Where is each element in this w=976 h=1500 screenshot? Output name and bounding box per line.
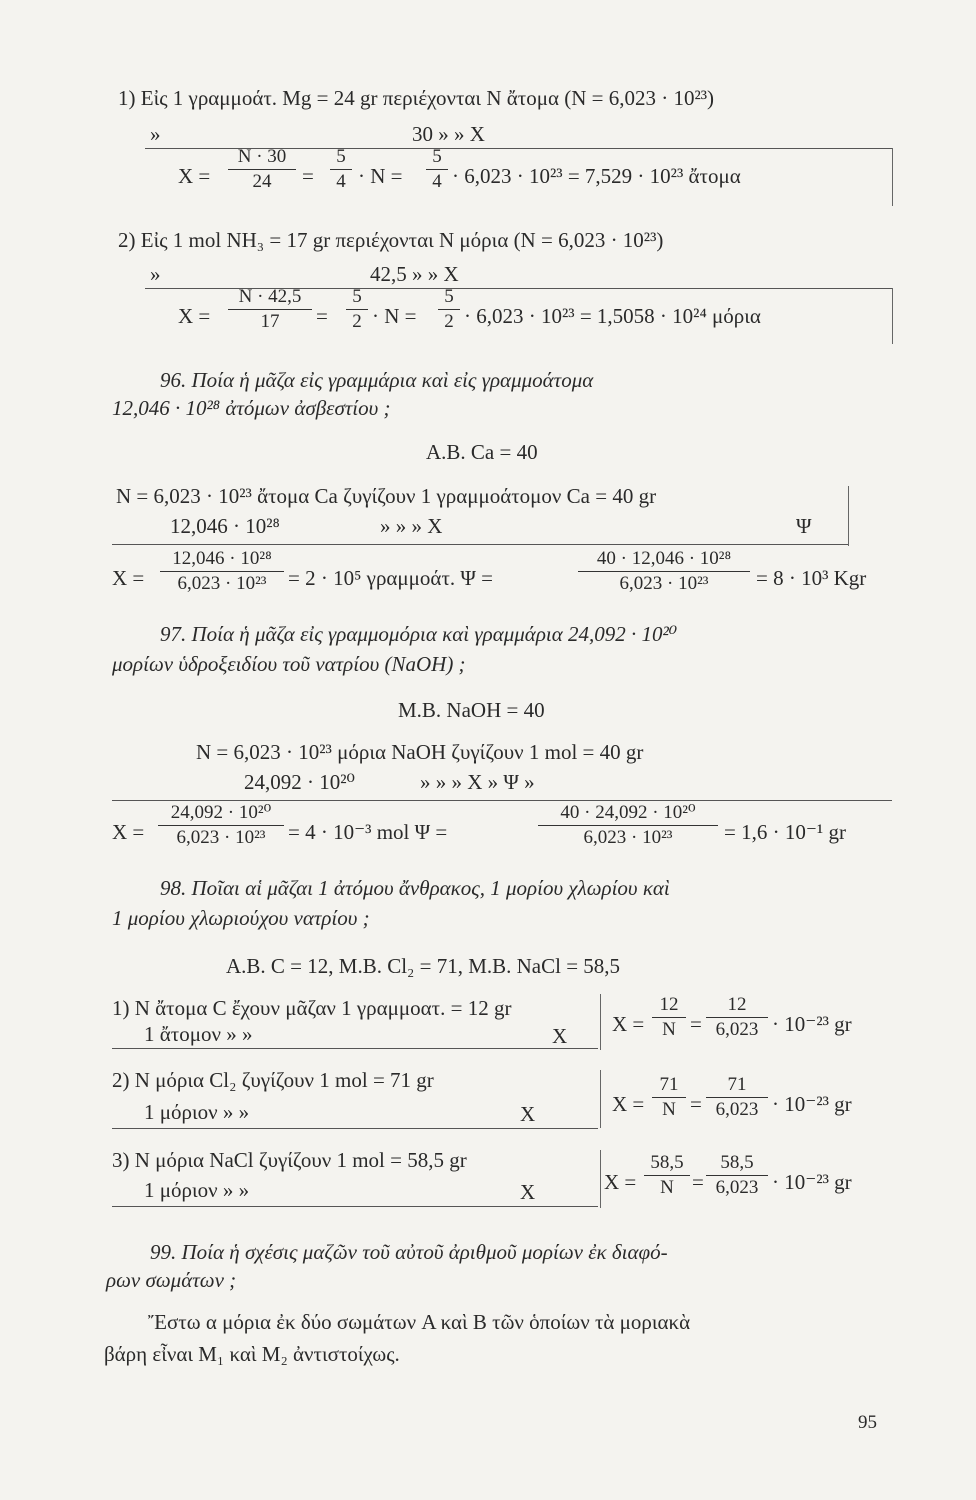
q96-eq-x: X = <box>112 566 145 590</box>
p2-frac1-den: 17 <box>260 311 280 332</box>
q98-c3-b: 1 μόριον » » <box>144 1178 250 1202</box>
q96-row2c: Ψ <box>796 514 812 538</box>
q97-frac2 <box>538 802 718 849</box>
q98-c1-frac1-num: 12 <box>659 994 679 1015</box>
q98-c2-frac1-den: N <box>662 1099 676 1120</box>
q98-c2-frac1-num: 71 <box>659 1074 679 1095</box>
p1-frac3-num: 5 <box>432 146 442 167</box>
q97-line1: 97. Ποία ἡ μᾶζα εἰς γραμμομόρια καὶ γραμμάρια 24,092 · 10²⁰ <box>160 622 678 646</box>
p2-ditto: » <box>150 262 161 286</box>
q98-c1-frac2-den: 6,023 <box>715 1019 759 1040</box>
q98-weights: A.B. C = 12, M.B. Cl₂ = 71, M.B. NaCl = 58,5 <box>226 954 621 978</box>
q99-line2: ρων σωμάτων ; <box>106 1268 237 1292</box>
p1-frac2-den: 4 <box>336 171 346 192</box>
q98-line1: 98. Ποῖαι αἱ μᾶζαι 1 ἀτόμου ἄνθρακος, 1 μορίου χλωρίου καὶ <box>160 876 670 900</box>
q98-c1-bx: X <box>552 1024 568 1048</box>
q98-c1-rule <box>112 1048 598 1049</box>
q97-row2a: 24,092 · 10²⁰ <box>244 770 355 794</box>
q98-c2-bx: X <box>520 1102 536 1126</box>
q98-c2-e: = <box>690 1092 702 1116</box>
q96-row1: N = 6,023 · 10²³ ἄτομα Ca ζυγίζουν 1 γραμμοάτομον Ca = 40 gr <box>116 484 657 508</box>
q98-c3-frac1 <box>644 1152 690 1199</box>
q96-frac1-den: 6,023 · 10²³ <box>177 573 267 594</box>
q98-c2-frac2-den: 6,023 <box>715 1099 759 1120</box>
q98-c1-frac2 <box>706 994 768 1041</box>
q98-c1-b: 1 ἄτομον » » <box>144 1022 253 1046</box>
q96-line1: 96. Ποία ἡ μᾶζα εἰς γραμμάρια καὶ εἰς γραμμοάτομα <box>160 368 594 392</box>
q98-c3-bx: X <box>520 1180 536 1204</box>
p1-eq-eq: = <box>302 164 314 188</box>
p2-frac1 <box>228 286 312 333</box>
p2-frac2-num: 5 <box>352 286 362 307</box>
p2-frac2 <box>346 286 368 333</box>
p1-eq-x: X = <box>178 164 211 188</box>
p1-frac1-den: 24 <box>252 171 272 192</box>
q96-line2: 12,046 · 10²⁸ ἀτόμων ἀσβεστίου ; <box>112 396 391 420</box>
q99-text2: βάρη εἶναι M₁ καὶ M₂ ἀντιστοίχως. <box>104 1342 400 1366</box>
q98-line2: 1 μορίου χλωριούχου νατρίου ; <box>112 906 370 930</box>
p1-frac1-num: N · 30 <box>237 146 287 167</box>
q96-row2a: 12,046 · 10²⁸ <box>170 514 280 538</box>
q96-atomic-weight: A.B. Ca = 40 <box>426 440 538 464</box>
q97-eq-tail: = 1,6 · 10⁻¹ gr <box>724 820 846 844</box>
p1-frac2 <box>330 146 352 193</box>
p1-frac3 <box>426 146 448 193</box>
q98-c2-frac1 <box>652 1074 686 1121</box>
page-number: 95 <box>858 1412 877 1433</box>
q96-frac1 <box>160 548 284 595</box>
q98-c1-a: 1) N ἄτομα C ἔχουν μᾶζαν 1 γραμμοατ. = 12 gr <box>112 996 512 1020</box>
q98-c3-frac2-den: 6,023 <box>715 1177 759 1198</box>
q97-rule <box>112 800 892 801</box>
q97-eq-x: X = <box>112 820 145 844</box>
q98-c3-rule <box>112 1206 598 1207</box>
q98-c1-frac2-num: 12 <box>727 994 747 1015</box>
q98-c2-frac2-num: 71 <box>727 1074 747 1095</box>
q98-c2-tail: · 10⁻²³ gr <box>772 1092 852 1116</box>
q98-c3-frac2-num: 58,5 <box>720 1152 754 1173</box>
q96-vrule <box>848 486 849 546</box>
p1-line1: 1) Εἰς 1 γραμμοάτ. Mg = 24 gr περιέχονται N ἄτομα (N = 6,023 · 10²³) <box>118 86 715 110</box>
q98-c3-x: X = <box>604 1170 637 1194</box>
q98-c2-vrule <box>600 1070 601 1128</box>
q97-molecular-weight: M.B. NaOH = 40 <box>398 698 545 722</box>
q96-rule <box>112 544 848 545</box>
q99-text1: Ἔστω α μόρια ἐκ δύο σωμάτων A καὶ B τῶν ὁποίων τὰ μοριακὰ <box>148 1310 691 1334</box>
q98-c3-frac1-num: 58,5 <box>650 1152 684 1173</box>
p1-frac3-den: 4 <box>432 171 442 192</box>
p1-frac1 <box>228 146 296 193</box>
q98-c3-vrule <box>600 1150 601 1208</box>
p2-vrule <box>892 288 893 344</box>
q96-frac1-num: 12,046 · 10²⁸ <box>172 548 272 569</box>
q98-c3-frac1-den: N <box>660 1177 674 1198</box>
q98-c2-a: 2) N μόρια Cl₂ ζυγίζουν 1 mol = 71 gr <box>112 1068 434 1092</box>
p2-line1: 2) Εἰς 1 mol NH₃ = 17 gr περιέχονται N μόρια (N = 6,023 · 10²³) <box>118 228 664 252</box>
q98-c1-vrule <box>600 994 601 1050</box>
q97-row1: N = 6,023 · 10²³ μόρια NaOH ζυγίζουν 1 mol = 40 gr <box>196 740 644 764</box>
q97-frac1-num: 24,092 · 10²⁰ <box>170 802 272 823</box>
q97-frac1-den: 6,023 · 10²³ <box>176 827 266 848</box>
q99-line1: 99. Ποία ἡ σχέσις μαζῶν τοῦ αὐτοῦ ἀριθμοῦ μορίων ἐκ διαφό- <box>150 1240 668 1264</box>
q98-c3-a: 3) N μόρια NaCl ζυγίζουν 1 mol = 58,5 gr <box>112 1148 467 1172</box>
q98-c2-b: 1 μόριον » » <box>144 1100 250 1124</box>
p1-line2: 30 » » X <box>412 122 485 146</box>
p2-line2: 42,5 » » X <box>370 262 459 286</box>
p2-frac3-num: 5 <box>444 286 454 307</box>
p2-frac2-den: 2 <box>352 311 362 332</box>
q98-c1-tail: · 10⁻²³ gr <box>772 1012 852 1036</box>
q97-line2: μορίων ὑδροξειδίου τοῦ νατρίου (NaOH) ; <box>112 652 466 676</box>
p2-frac1-num: N · 42,5 <box>238 286 302 307</box>
p1-frac2-num: 5 <box>336 146 346 167</box>
q96-eq-mid: = 2 · 10⁵ γραμμοάτ. Ψ = <box>288 566 493 590</box>
q98-c1-e: = <box>690 1012 702 1036</box>
q98-c2-x: X = <box>612 1092 645 1116</box>
q96-eq-tail: = 8 · 10³ Kgr <box>756 566 867 590</box>
p1-eq-tail: · 6,023 · 10²³ = 7,529 · 10²³ ἄτομα <box>452 164 741 188</box>
q97-eq-mid: = 4 · 10⁻³ mol Ψ = <box>288 820 448 844</box>
q98-c1-frac1-den: N <box>662 1019 676 1040</box>
p1-vrule <box>892 148 893 206</box>
q98-c1-frac1 <box>652 994 686 1041</box>
q97-frac2-num: 40 · 24,092 · 10²⁰ <box>560 802 696 823</box>
q96-row2b: » » » X <box>380 514 443 538</box>
p1-eq-mid: · N = <box>358 164 403 188</box>
q97-frac2-den: 6,023 · 10²³ <box>583 827 673 848</box>
p1-ditto: » <box>150 122 161 146</box>
p2-frac3 <box>438 286 460 333</box>
q98-c3-e: = <box>692 1170 704 1194</box>
q96-frac2-den: 6,023 · 10²³ <box>619 573 709 594</box>
p2-eq-eq: = <box>316 304 328 328</box>
p2-eq-mid: · N = <box>372 304 417 328</box>
q98-c3-tail: · 10⁻²³ gr <box>772 1170 852 1194</box>
q96-frac2-num: 40 · 12,046 · 10²⁸ <box>596 548 732 569</box>
p2-eq-x: X = <box>178 304 211 328</box>
q98-c2-rule <box>112 1128 598 1129</box>
q97-frac1 <box>158 802 284 849</box>
q98-c2-frac2 <box>706 1074 768 1121</box>
q98-c3-frac2 <box>706 1152 768 1199</box>
q97-row2b: » » » X » Ψ » <box>420 770 535 794</box>
p2-eq-tail: · 6,023 · 10²³ = 1,5058 · 10²⁴ μόρια <box>464 304 761 328</box>
p2-frac3-den: 2 <box>444 311 454 332</box>
q96-frac2 <box>578 548 750 595</box>
q98-c1-x: X = <box>612 1012 645 1036</box>
